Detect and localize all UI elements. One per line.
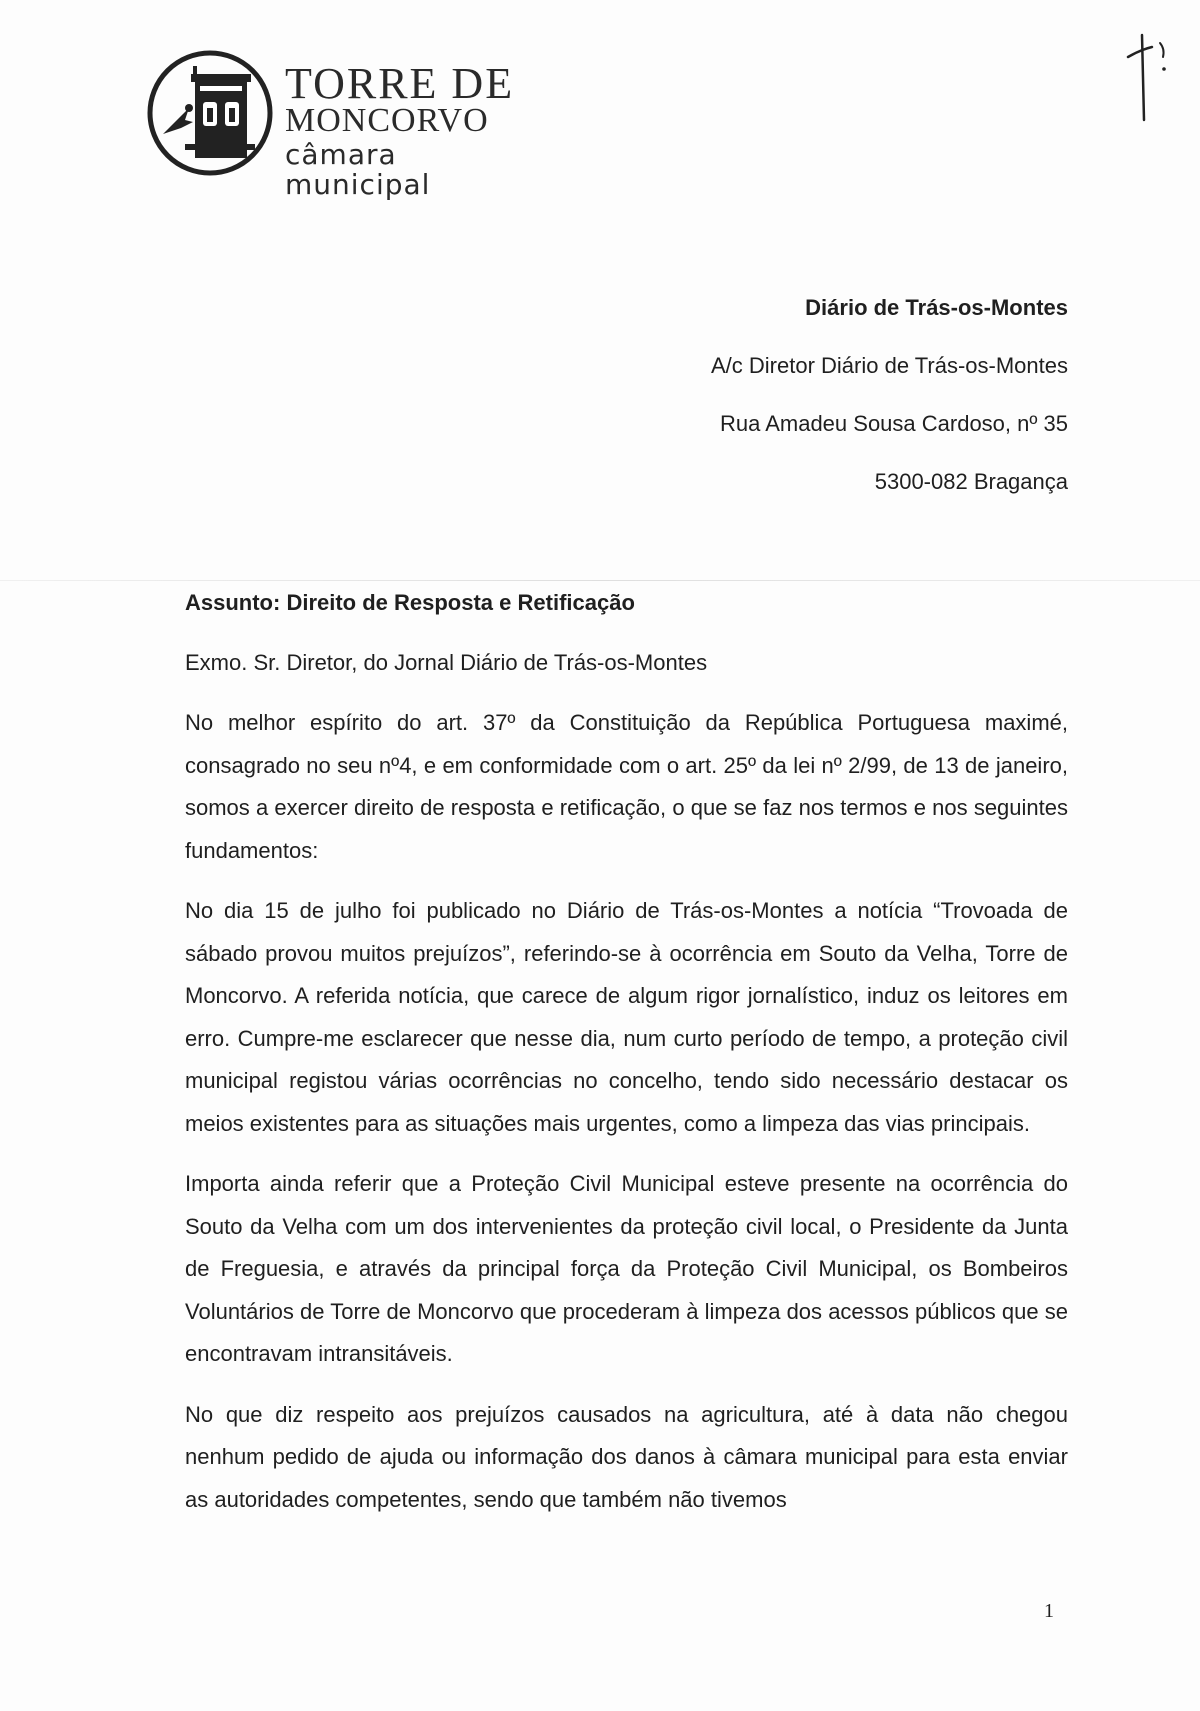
tower-bird-emblem-icon bbox=[145, 48, 275, 178]
salutation: Exmo. Sr. Diretor, do Jornal Diário de Trás-os-Montes bbox=[185, 650, 708, 675]
postal-line: 5300-082 Bragança bbox=[874, 469, 1068, 494]
logo-subtitle: câmara municipal bbox=[285, 138, 431, 201]
paragraph: No que diz respeito aos prejuízos causados na agricultura, até à data não chegou nenhum pedido de ajuda ou informação dos danos à câmara municipal para esta enviar as autoridades competentes, sendo que também não tivemos bbox=[185, 1401, 1068, 1512]
page-number: 1 bbox=[1044, 1600, 1054, 1622]
recipient-address bbox=[711, 295, 1068, 527]
attention-line: A/c Diretor Diário de Trás-os-Montes bbox=[711, 353, 1068, 378]
paper-fold-line bbox=[0, 580, 1200, 581]
street-line: Rua Amadeu Sousa Cardoso, nº 35 bbox=[719, 411, 1068, 436]
municipality-logo bbox=[145, 48, 525, 201]
subject-line: Assunto: Direito de Resposta e Retificação bbox=[185, 590, 635, 615]
logo-name-line-2: MONCORVO bbox=[285, 102, 489, 139]
recipient-name: Diário de Trás-os-Montes bbox=[805, 295, 1068, 320]
paragraph: Importa ainda referir que a Proteção Civil Municipal esteve presente na ocorrência do Souto da Velha com um dos intervenientes da proteção civil local, o Presidente da Junta de Freguesia, e através da principal força da Proteção Civil Municipal, os Bombeiros Voluntários de Torre de Moncorvo que procederam à limpeza dos acessos públicos que se encontravam intransitáveis. bbox=[185, 1171, 1068, 1366]
logo-name-line-1: TORRE DE bbox=[285, 59, 515, 108]
paragraph: No melhor espírito do art. 37º da Constituição da República Portuguesa maximé, consagrado no seu nº4, e em conformidade com o art. 25º da lei nº 2/99, de 13 de janeiro, somos a exercer direito de resposta e retificação, o que se faz nos termos e nos seguintes fundamentos: bbox=[185, 710, 1068, 863]
letter-body bbox=[185, 590, 1068, 1539]
handwritten-initial-icon bbox=[1120, 25, 1180, 125]
paragraph: No dia 15 de julho foi publicado no Diário de Trás-os-Montes a notícia “Trovoada de sábado provou muitos prejuízos”, referindo-se à ocorrência em Souto da Velha, Torre de Moncorvo. A referida notícia, que carece de algum rigor jornalístico, induz os leitores em erro. Cumpre-me esclarecer que nesse dia, num curto período de tempo, a proteção civil municipal registou várias ocorrências no concelho, tendo sido necessário destacar os meios existentes para as situações mais urgentes, como a limpeza das vias principais. bbox=[185, 898, 1068, 1136]
